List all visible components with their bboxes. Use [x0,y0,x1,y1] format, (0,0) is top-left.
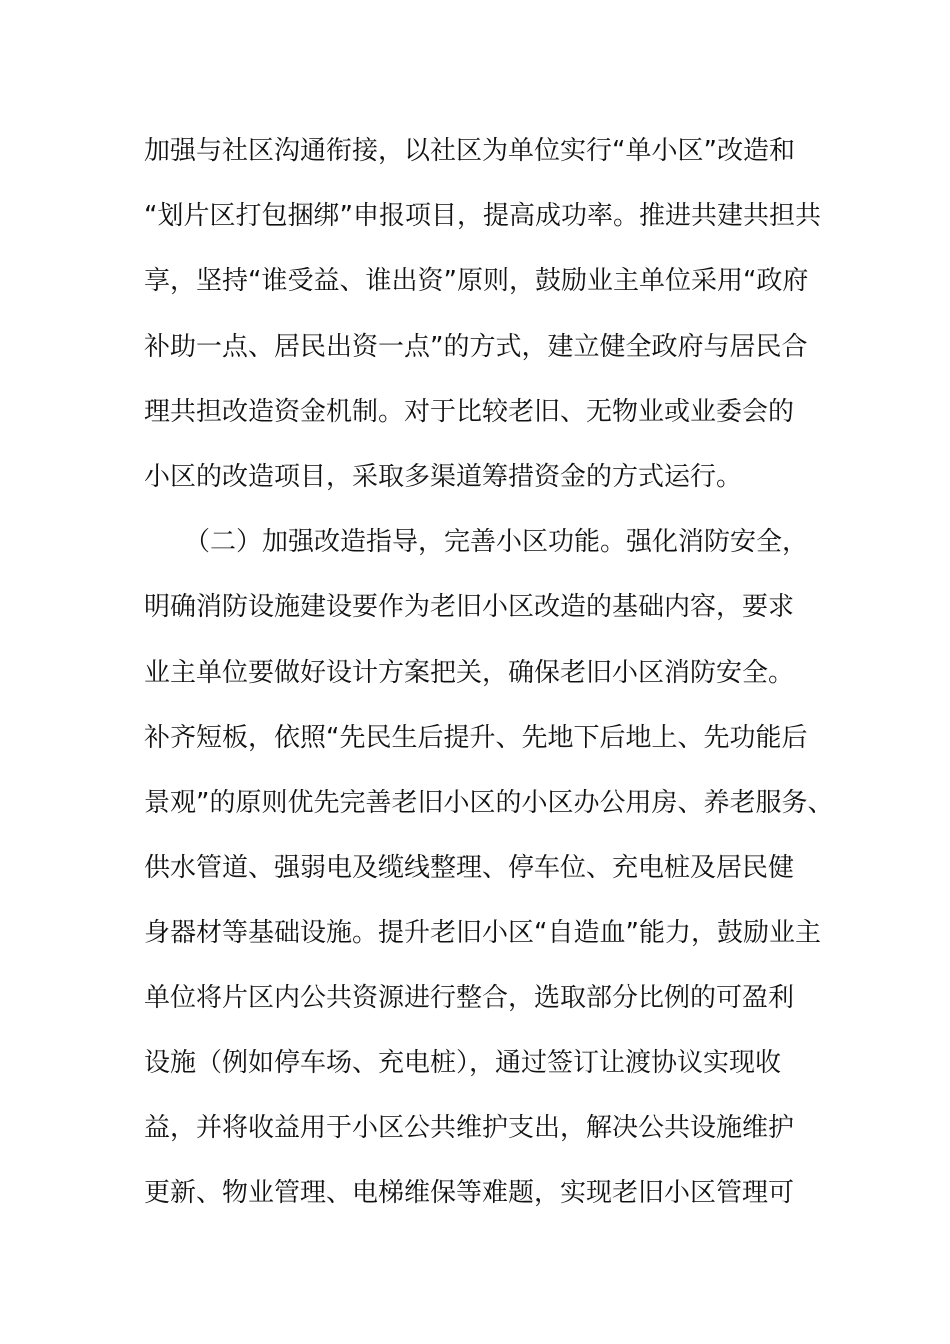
text-line: 补齐短板，依照“先民生后提升、先地下后地上、先功能后 [144,723,808,753]
text-line: “划片区打包捆绑”申报项目，提高成功率。推进共建共担共 [144,201,821,231]
text-line: 小区的改造项目，采取多渠道筹措资金的方式运行。 [144,462,743,492]
text-line: 更新、物业管理、电梯维保等难题，实现老旧小区管理可 [144,1178,795,1208]
text-line: 理共担改造资金机制。对于比较老旧、无物业或业委会的 [144,397,795,427]
text-line: 身器材等基础设施。提升老旧小区“自造血”能力，鼓励业主 [144,918,821,948]
text-line: 补助一点、居民出资一点”的方式，建立健全政府与居民合 [144,332,808,362]
text-line: 明确消防设施建设要作为老旧小区改造的基础内容，要求 [144,592,795,622]
text-line: 供水管道、强弱电及缆线整理、停车位、充电桩及居民健 [144,853,795,883]
text-line: 享，坚持“谁受益、谁出资”原则，鼓励业主单位采用“政府 [144,266,809,296]
text-line: 设施（例如停车场、充电桩），通过签订让渡协议实现收 [144,1048,782,1078]
section-heading-line: （二）加强改造指导，完善小区功能。强化消防安全， [184,527,809,557]
text-line: 景观”的原则优先完善老旧小区的小区办公用房、养老服务、 [144,788,834,818]
text-line: 单位将片区内公共资源进行整合，选取部分比例的可盈利 [144,983,795,1013]
text-line: 业主单位要做好设计方案把关，确保老旧小区消防安全。 [144,658,795,688]
text-line: 益，并将收益用于小区公共维护支出，解决公共设施维护 [144,1113,795,1143]
text-line: 加强与社区沟通衔接，以社区为单位实行“单小区”改造和 [144,136,795,166]
